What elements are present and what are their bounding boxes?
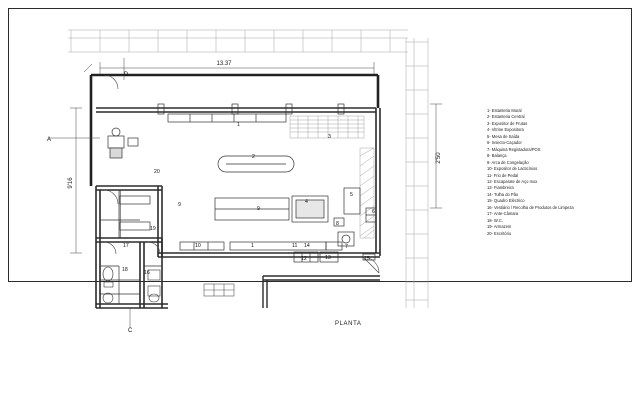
svg-text:9: 9 <box>257 206 260 212</box>
svg-text:10: 10 <box>195 243 201 249</box>
equipment-shelf-1 <box>168 114 286 122</box>
dim-left-vertical: 9'16 <box>68 177 74 189</box>
svg-text:11: 11 <box>292 243 298 249</box>
equipment-vitrine-4 <box>292 196 328 222</box>
svg-text:19: 19 <box>150 226 156 232</box>
equipment-storage-19 <box>120 196 150 230</box>
legend-item: 13- Fiambreira <box>487 185 514 191</box>
legend-item: 15- Quadro Eléctrico <box>487 198 525 204</box>
legend-item: 1- Estanteria Mural <box>487 108 522 113</box>
legend-item: 8- Balança <box>487 153 507 159</box>
dim-right-vertical: 2'50 <box>436 152 442 164</box>
legend-item: 9- Arca de Congelação <box>487 159 529 165</box>
axis-mark-a: A <box>47 137 52 143</box>
svg-text:12: 12 <box>301 256 307 262</box>
legend-item: 3- Expositor de Frutas <box>487 120 528 126</box>
lower-right-structure <box>263 276 380 308</box>
svg-text:8: 8 <box>336 221 339 227</box>
legend-item: 4- Vitrine Expositora <box>487 127 524 133</box>
equipment-central-shelf-2 <box>218 156 294 172</box>
legend-item: 12- Escaparate de Aço Inox <box>487 178 538 184</box>
dim-top-horizontal: 13.37 <box>216 61 232 67</box>
svg-text:20: 20 <box>154 169 160 175</box>
equipment-office-20 <box>108 128 138 158</box>
svg-text:1: 1 <box>251 243 254 249</box>
svg-text:1: 1 <box>237 122 240 128</box>
sanitary-fixtures-18 <box>103 267 160 303</box>
legend-item: 5- Mesa de Saída <box>487 133 520 139</box>
equipment-freezer-9 <box>215 198 289 220</box>
svg-text:16: 16 <box>144 270 150 276</box>
legend-item: 7- Máquina Registadora/POS <box>487 146 541 152</box>
exterior-walls <box>91 75 378 186</box>
svg-text:2: 2 <box>252 154 255 160</box>
dimension-lines <box>48 58 442 328</box>
legend-item: 11- Frio de Pedal <box>487 172 519 178</box>
svg-text:4: 4 <box>305 199 308 205</box>
legend-item: 6- Insecto-Caçador <box>487 140 522 146</box>
axis-mark-c: C <box>128 328 133 334</box>
svg-text:18: 18 <box>122 267 128 273</box>
svg-text:17: 17 <box>123 243 129 249</box>
lower-shelf-detail <box>204 284 234 296</box>
svg-text:9: 9 <box>178 202 181 208</box>
legend-item: 20- Escritório <box>487 230 512 236</box>
fruit-display-hatch <box>290 116 364 138</box>
legend-item: 10- Expositor de Lacticínios <box>487 166 538 172</box>
legend-item: 14- Tulha do Pão <box>487 191 519 197</box>
svg-text:6: 6 <box>372 209 375 215</box>
legend-item: 19- Armazem <box>487 224 512 230</box>
legend-list <box>487 108 635 237</box>
svg-text:7: 7 <box>345 244 348 250</box>
svg-text:14: 14 <box>304 243 310 249</box>
plan-title: PLANTA <box>335 321 362 327</box>
legend-item: 16- Vestiário / Recolha de Produtos de Limpeza <box>487 204 574 210</box>
sidewalk-hatch-top <box>68 30 408 52</box>
legend-item: 2- Estanteria Central <box>487 114 525 120</box>
equipment-dairy-10 <box>180 242 224 250</box>
axis-mark-d: D <box>124 72 129 78</box>
svg-text:15: 15 <box>364 256 370 262</box>
svg-text:5: 5 <box>350 192 353 198</box>
legend-item: 18- W.C. <box>487 217 503 223</box>
sidewalk-hatch-right <box>406 38 428 308</box>
svg-text:13: 13 <box>325 255 331 261</box>
right-counter-hatch <box>360 148 374 238</box>
svg-text:3: 3 <box>328 134 331 140</box>
legend-item: 17- Ante-Câmara <box>487 211 519 217</box>
